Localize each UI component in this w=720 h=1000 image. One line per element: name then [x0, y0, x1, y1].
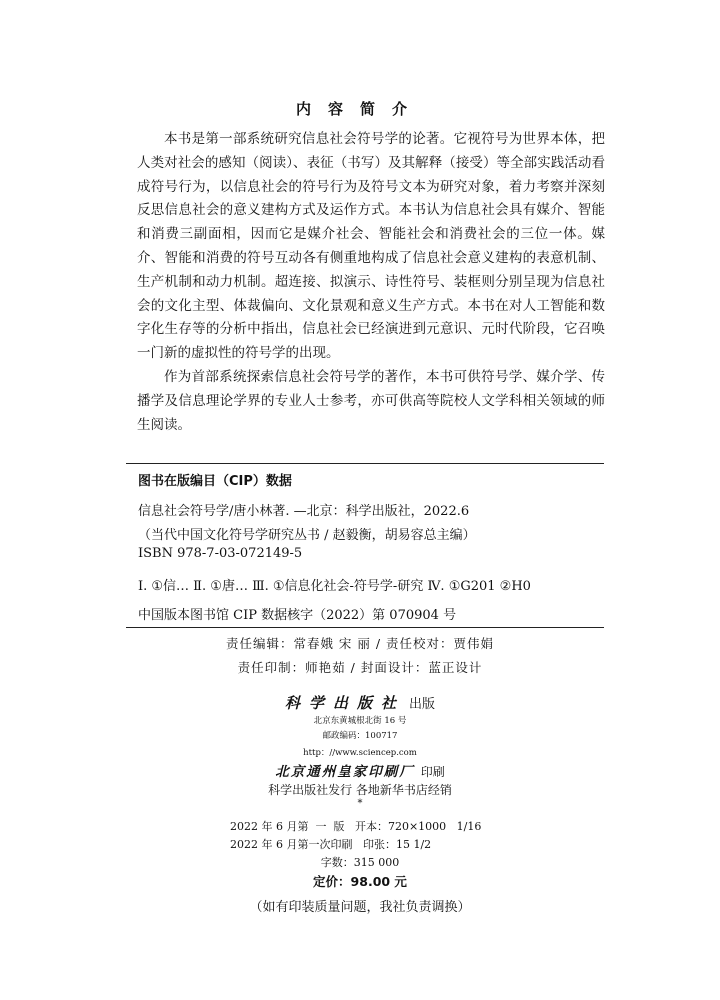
cip-classification-line: Ⅰ. ①信… Ⅱ. ①唐… Ⅲ. ①信息化社会-符号学-研究 Ⅳ. ①G201 ②H0	[138, 579, 531, 594]
publisher-line	[0, 692, 720, 713]
publisher-verb: 出版	[409, 697, 436, 712]
summary-heading: 内容简介	[295, 100, 424, 118]
cip-bottom-rule	[126, 627, 604, 628]
cip-series-line: （当代中国文化符号学研究丛书 / 赵毅衡，胡易容总主编）	[138, 528, 476, 543]
cip-title-line: 信息社会符号学/唐小林著. —北京：科学出版社，2022.6	[138, 504, 470, 519]
printer-line	[0, 760, 720, 780]
separator-asterisk: *	[357, 798, 363, 809]
word-count: 字数：315 000	[320, 856, 400, 869]
publisher-postcode: 邮政编码：100717	[322, 731, 398, 741]
price: 定价：98.00 元	[313, 874, 407, 889]
summary-paragraph-1: 本书是第一部系统研究信息社会符号学的论著。它视符号为世界本体，把人类对社会的感知（阅读）、表征（书写）及其解释（接受）等全部实践活动看成符号行为，以信息社会的符号行为及符号文本为研究对象，着力考察并深刻反思信息社会的意义建构方式及运作方式。本书认为信息社会具有媒介、智能和消费三副面相，因而它是媒介社会、智能社会和消费社会的三位一体。媒介、智能和消费的符号互动各有侧重地构成了信息社会意义建构的表意机制、生产机制和动力机制。超连接、拟演示、诗性符号、装框则分别呈现为信息社会的文化主型、体裁偏向、文化景观和意义生产方式。本书在对人工智能和数字化生存等的分析中指出，信息社会已经演进到元意识、元时代阶段，它召唤一门新的虚拟性的符号学的出现。	[137, 131, 605, 362]
summary-paragraph-2: 作为首部系统探索信息社会符号学的著作，本书可供符号学、媒介学、传播学及信息理论学界的专业人士参考，亦可供高等院校人文学科相关领域的师生阅读。	[137, 368, 605, 433]
printer-name: 北京通州皇家印刷厂	[275, 764, 415, 780]
distribution-line: 科学出版社发行 各地新华书店经销	[268, 783, 452, 797]
cip-isbn-line: ISBN 978-7-03-072149-5	[138, 546, 303, 561]
cip-heading: 图书在版编目（CIP）数据	[138, 474, 292, 489]
printing-info: 2022 年 6 月第一次印刷 印张：15 1/2	[230, 838, 432, 851]
printer-verb: 印刷	[420, 765, 445, 779]
publisher-address: 北京东黄城根北街 16 号	[313, 716, 407, 726]
cip-record-number-line: 中国版本图书馆 CIP 数据核字（2022）第 070904 号	[138, 608, 457, 623]
production-credits: 责任印制：师艳茹 / 封面设计：蓝正设计	[237, 660, 483, 675]
editor-credits: 责任编辑：常春娥 宋 丽 / 责任校对：贾伟娟	[225, 636, 495, 651]
publisher-website: http：//www.sciencep.com	[303, 748, 417, 758]
summary-body	[137, 128, 605, 437]
quality-notice: （如有印装质量问题，我社负责调换）	[249, 900, 471, 915]
edition-info: 2022 年 6 月第 一 版 开本：720×1000 1/16	[230, 820, 482, 833]
cip-top-rule	[126, 463, 604, 464]
publisher-name: 科学出版社	[284, 694, 405, 712]
